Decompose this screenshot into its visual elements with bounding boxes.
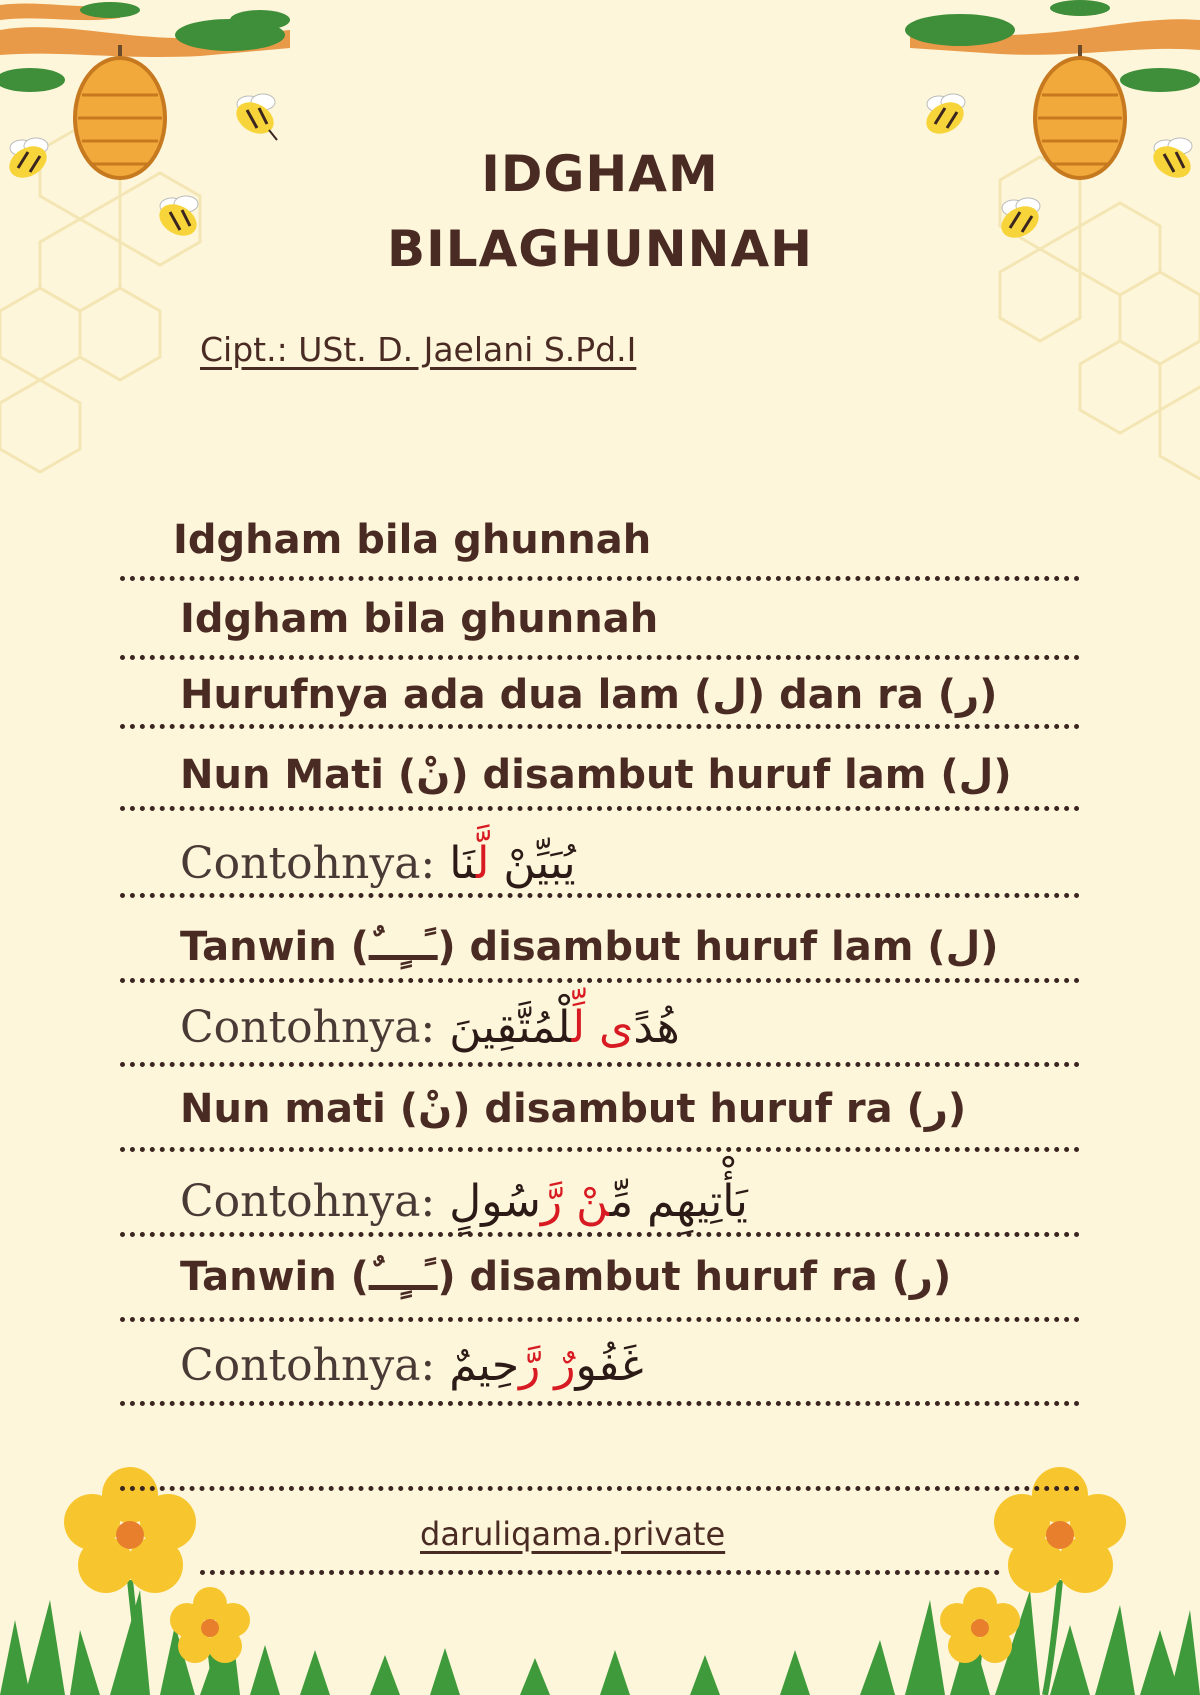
dotted-writing-line xyxy=(120,655,1080,660)
dotted-writing-line xyxy=(120,1147,1080,1152)
dotted-writing-line xyxy=(120,576,1080,581)
arabic-highlight: نْ رَّ xyxy=(540,1176,610,1227)
page-title-line-1: IDGHAM xyxy=(481,145,719,203)
dotted-writing-line xyxy=(120,806,1080,811)
dotted-writing-line xyxy=(120,1317,1080,1322)
dotted-writing-line xyxy=(120,1401,1080,1406)
example-label: Contohnya: xyxy=(180,1002,436,1053)
example-label: Contohnya: xyxy=(180,1340,436,1391)
dotted-writing-line xyxy=(120,1232,1080,1237)
arabic-part: هُدً xyxy=(633,1002,680,1053)
example-row xyxy=(180,1176,748,1227)
arabic-part: نَا xyxy=(449,838,476,889)
arabic-highlight: رٌ رَّ xyxy=(519,1340,576,1391)
arabic-part: يُبَيِّن xyxy=(503,838,576,889)
text-row: Nun mati (نْ) disambut huruf ra (ر) xyxy=(180,1086,967,1132)
arabic-example xyxy=(449,1002,679,1053)
text-row: Idgham bila ghunnah xyxy=(180,596,659,642)
text-row: Tanwin (ـًــٍــٌ) disambut huruf lam (ل) xyxy=(180,924,999,970)
bee-icon xyxy=(921,94,970,140)
example-row xyxy=(180,838,576,889)
arabic-part: غَفُو xyxy=(575,1340,644,1391)
footer-handle[interactable]: daruliqama.private xyxy=(420,1515,726,1553)
arabic-part: لْمُتَّقِينَ xyxy=(449,1002,572,1053)
text-row: Idgham bila ghunnah xyxy=(173,517,652,563)
arabic-part: حِيمٌ xyxy=(449,1340,520,1391)
arabic-highlight: ى لِّ xyxy=(571,1002,634,1053)
dotted-writing-line xyxy=(120,893,1080,898)
arabic-part: يَأْتِيهِم مِّ xyxy=(609,1176,748,1227)
arabic-example xyxy=(449,1176,748,1227)
arabic-example xyxy=(449,1340,643,1391)
dotted-writing-line xyxy=(120,724,1080,729)
dotted-writing-line xyxy=(120,1486,1080,1491)
text-row: Nun Mati (نْ) disambut huruf lam (ل) xyxy=(180,752,1012,798)
text-row: Tanwin (ـًــٍــٌ) disambut huruf ra (ر) xyxy=(180,1254,952,1300)
page-title-line-2: BILAGHUNNAH xyxy=(387,220,813,278)
arabic-part: سُولٍ xyxy=(449,1176,541,1227)
arabic-example xyxy=(449,838,575,889)
dotted-writing-line xyxy=(120,1062,1080,1067)
example-row xyxy=(180,1002,680,1053)
author-credit: Cipt.: USt. D. Jaelani S.Pd.I xyxy=(200,330,637,369)
text-row: Hurufnya ada dua lam (ل) dan ra (ر) xyxy=(180,672,998,718)
arabic-highlight: ْ لَّ xyxy=(475,838,504,889)
dotted-writing-line xyxy=(120,978,1080,983)
example-label: Contohnya: xyxy=(180,838,436,889)
dotted-writing-line xyxy=(200,1570,1000,1575)
example-row xyxy=(180,1340,644,1391)
example-label: Contohnya: xyxy=(180,1176,436,1227)
bee-icon xyxy=(231,94,280,140)
